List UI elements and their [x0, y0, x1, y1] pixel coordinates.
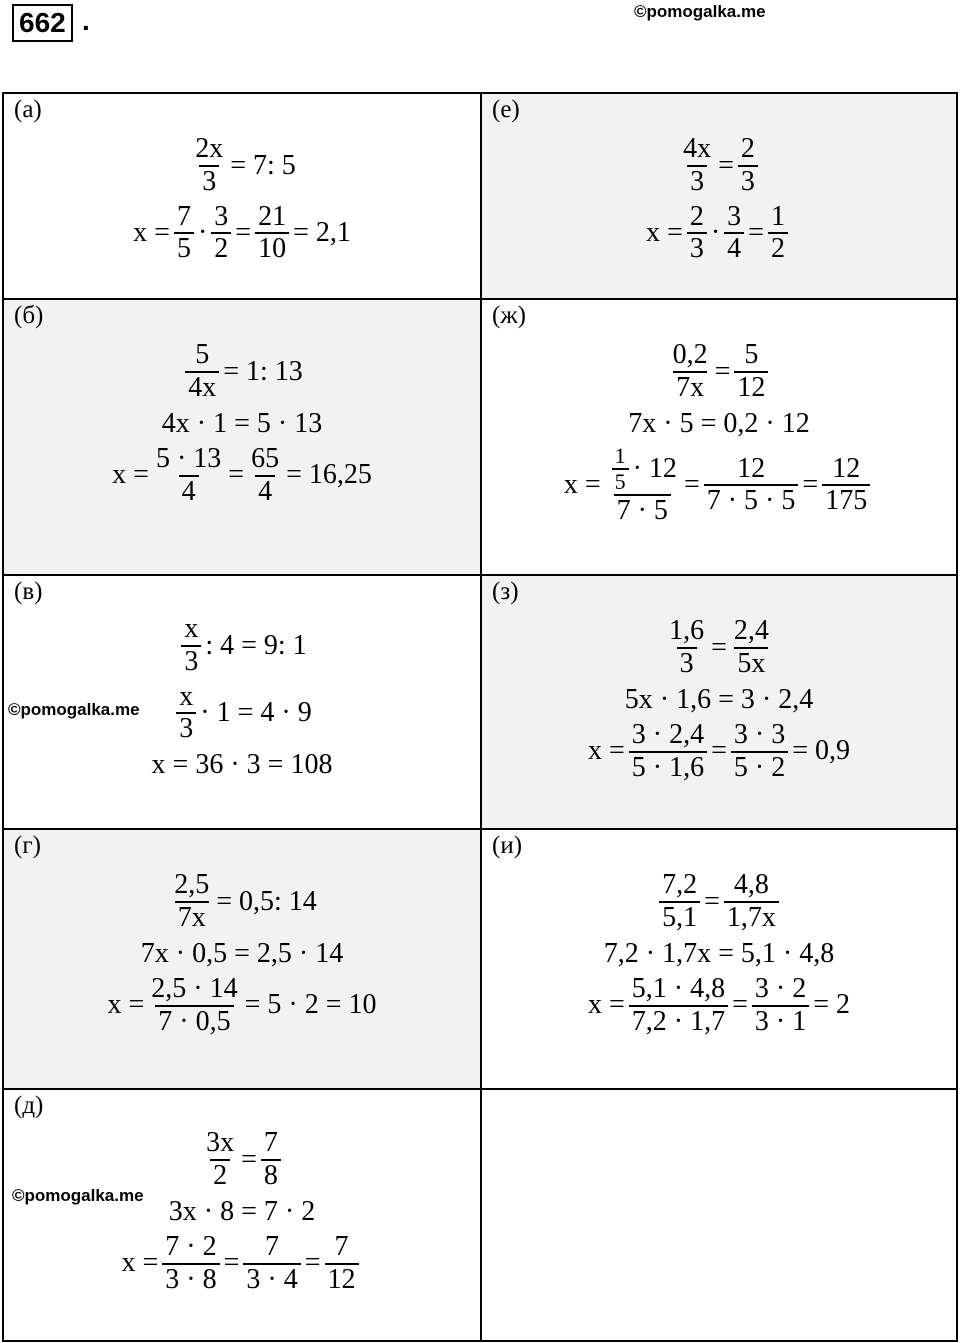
equation-line: x = $\frac{5 \cdot 13}{4}$ = $\frac{65}{4}$ = 16,25 — [112, 442, 372, 507]
watermark-mid: ©pomogalka.me — [8, 700, 140, 719]
cell-zh — [481, 299, 957, 575]
equation-line: $\frac{7,2}{5,1}$ = $\frac{4,8}{1,7x}$ — [655, 870, 783, 934]
equation-line: 7,2 · 1,7x = 5,1 · 4,8 — [603, 937, 835, 969]
equation-line: x = $\frac{5,1 \cdot 4,8}{7,2 \cdot 1,7}$ = $\frac{3 \cdot 2}{3 \cdot 1}$ = 2 — [587, 972, 851, 1037]
cell-label: (з) — [492, 578, 519, 605]
cell-label: (в) — [14, 578, 43, 605]
watermark-bottom: ©pomogalka.me — [12, 1186, 144, 1205]
equation-line: x = $\frac{7 \cdot 2}{3 \cdot 8}$ = $\frac{7}{3 \cdot 4}$ = $\frac{7}{12}$ — [121, 1232, 362, 1296]
cell-a — [3, 93, 481, 299]
equation-line: x = $\frac{1}{5}$ · 12 7 · 5 = $\frac{12}{7 \cdot 5 \cdot 5}$ = $\frac{12}{175}$ — [564, 444, 874, 527]
equation-line: $\frac{x}{3}$ · 1 = 4 · 9 — [172, 682, 311, 746]
cell-label: (д) — [14, 1092, 44, 1119]
cell-z — [481, 575, 957, 829]
equation-line: x = $\frac{7}{5}$ · $\frac{3}{2}$ = $\frac{21}{10}$ = 2,1 — [133, 200, 351, 265]
cell-label: (а) — [14, 96, 42, 123]
cell-i — [481, 829, 957, 1089]
equation-line: $\frac{x}{3}$ : 4 = 9: 1 — [177, 614, 306, 678]
cell-v — [3, 575, 481, 829]
equation-line: x = 36 · 3 = 108 — [151, 749, 333, 781]
equation-line: $\frac{4x}{3}$ = $\frac{2}{3}$ — [676, 134, 762, 198]
cell-label: (и) — [492, 832, 523, 859]
watermark-top: ©pomogalka.me — [634, 2, 766, 21]
equation-line: x = $\frac{2}{3}$ · $\frac{3}{4}$ = $\frac{1}{2}$ — [646, 202, 792, 266]
equation-line: $\frac{2x}{3}$ = 7: 5 — [195, 133, 296, 197]
cell-g — [3, 829, 481, 1089]
cell-label: (г) — [14, 832, 41, 859]
equation-line: 4x · 1 = 5 · 13 — [161, 407, 323, 439]
equation-line: 3x · 8 = 7 · 2 — [168, 1195, 316, 1227]
equation-line: $\frac{1,6}{3}$ = $\frac{2,4}{5x}$ — [669, 615, 769, 679]
solutions-table — [2, 92, 958, 1342]
equation-line: $\frac{0,2}{7x}$ = $\frac{5}{12}$ — [666, 340, 773, 404]
equation-line: 5x · 1,6 = 3 · 2,4 — [624, 683, 814, 715]
equation-line: 7x · 0,5 = 2,5 · 14 — [140, 937, 344, 969]
cell-empty — [481, 1089, 957, 1341]
problem-number-dot: . — [82, 5, 90, 36]
equation-line: $\frac{3x}{2}$ = $\frac{7}{8}$ — [199, 1128, 285, 1192]
equation-line: x = $\frac{2,5 \cdot 14}{7 \cdot 0,5}$ = 5 · 2 = 10 — [107, 972, 377, 1037]
equation-line: $\frac{5}{4x}$ = 1: 13 — [181, 340, 303, 404]
cell-d — [3, 1089, 481, 1341]
cell-b — [3, 299, 481, 575]
equation-line: 7x · 5 = 0,2 · 12 — [628, 407, 810, 439]
problem-number: 662 — [12, 4, 73, 42]
equation-line: $\frac{2,5}{7x}$ = 0,5: 14 — [174, 869, 317, 933]
equation-line: x = $\frac{3 \cdot 2,4}{5 \cdot 1,6}$ = $\frac{3 \cdot 3}{5 \cdot 2}$ = 0,9 — [587, 718, 851, 783]
cell-label: (б) — [14, 302, 44, 329]
cell-e — [481, 93, 957, 299]
cell-label: (ж) — [492, 302, 526, 329]
cell-label: (е) — [492, 96, 520, 123]
